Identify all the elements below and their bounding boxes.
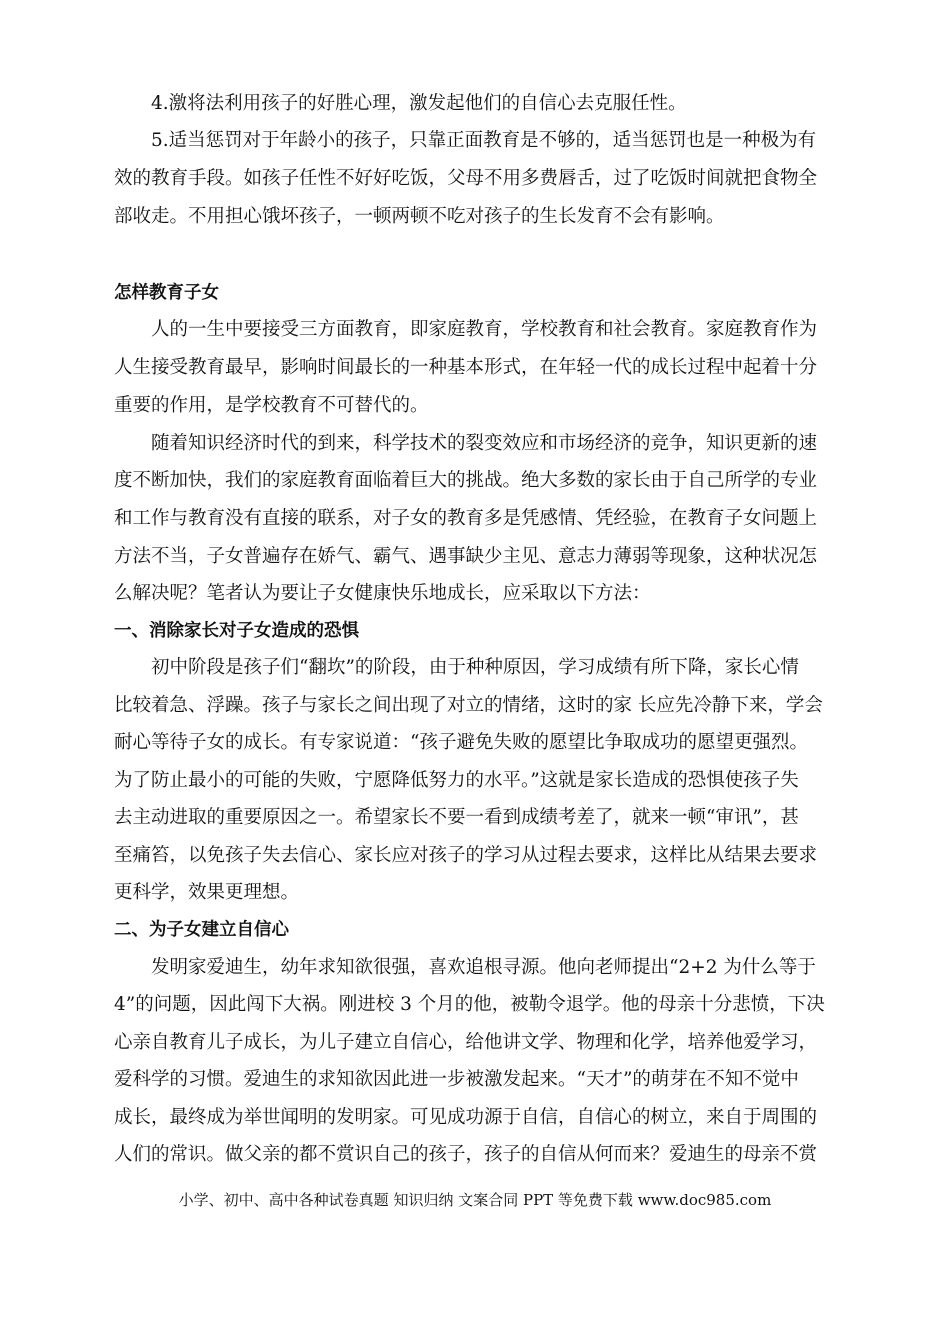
paragraph-line: 人的一生中要接受三方面教育，即家庭教育，学校教育和社会教育。家庭教育作为	[151, 319, 818, 340]
paragraph-line: 人生接受教育最早，影响时间最长的一种基本形式，在年轻一代的成长过程中起着十分	[114, 357, 818, 378]
paragraph-line: 为了防止最小的可能的失败，宁愿降低努力的水平。”这就是家长造成的恐惧使孩子失	[114, 770, 799, 791]
paragraph-line: 4.激将法利用孩子的好胜心理，激发起他们的自信心去克服任性。	[151, 93, 687, 114]
subsection-heading: 一、消除家长对子女造成的恐惧	[114, 621, 359, 641]
paragraph-line: 方法不当，子女普遍存在娇气、霸气、遇事缺少主见、意志力薄弱等现象，这种状况怎	[114, 546, 818, 567]
paragraph-line: 心亲自教育儿子成长，为儿子建立自信心，给他讲文学、物理和化学，培养他爱学习，	[114, 1032, 818, 1053]
paragraph-line: 耐心等待子女的成长。有专家说道：“孩子避免失败的愿望比争取成功的愿望更强烈。	[114, 732, 808, 753]
section-title: 怎样教育子女	[114, 283, 219, 303]
paragraph-line: 效的教育手段。如孩子任性不好好吃饭，父母不用多费唇舌，过了吃饭时间就把食物全	[114, 168, 818, 189]
paragraph-line: 4”的问题，因此闯下大祸。刚进校 3 个月的他，被勒令退学。他的母亲十分悲愤，下决	[114, 994, 825, 1015]
paragraph-line: 去主动进取的重要原因之一。希望家长不要一看到成绩考差了，就来一顿“审讯”，甚	[114, 807, 799, 828]
paragraph-line: 随着知识经济时代的到来，科学技术的裂变效应和市场经济的竞争，知识更新的速	[151, 433, 818, 454]
paragraph-line: 至痛笞，以免孩子失去信心、家长应对孩子的学习从过程去要求，这样比从结果去要求	[114, 845, 818, 866]
paragraph-line: 度不断加快，我们的家庭教育面临着巨大的挑战。绝大多数的家长由于自己所学的专业	[114, 470, 818, 491]
paragraph-line: 发明家爱迪生，幼年求知欲很强，喜欢追根寻源。他向老师提出“2+2 为什么等于	[151, 957, 816, 978]
paragraph-line: 更科学，效果更理想。	[114, 882, 300, 903]
paragraph-line: 重要的作用，是学校教育不可替代的。	[114, 395, 429, 416]
paragraph-line: 人们的常识。做父亲的都不赏识自己的孩子，孩子的自信从何而来？爱迪生的母亲不赏	[114, 1144, 818, 1165]
paragraph-line: 爱科学的习惯。爱迪生的求知欲因此进一步被激发起来。“天才”的萌芽在不知不觉中	[114, 1069, 799, 1090]
paragraph-line: 成长，最终成为举世闻明的发明家。可见成功源于自信，自信心的树立，来自于周围的	[114, 1107, 818, 1128]
paragraph-line: 么解决呢？笔者认为要让子女健康快乐地成长，应采取以下方法：	[114, 583, 651, 604]
page-footer: 小学、初中、高中各种试卷真题 知识归纳 文案合同 PPT 等免费下载 www.doc985.com	[178, 1191, 772, 1209]
paragraph-line: 初中阶段是孩子们“翻坎”的阶段，由于种种原因，学习成绩有所下降，家长心情	[151, 657, 799, 678]
paragraph-line: 5.适当惩罚对于年龄小的孩子，只靠正面教育是不够的，适当惩罚也是一种极为有	[151, 130, 817, 151]
subsection-heading: 二、为子女建立自信心	[114, 920, 289, 940]
paragraph-line: 比较着急、浮躁。孩子与家长之间出现了对立的情绪，这时的家 长应先冷静下来，学会	[114, 695, 823, 716]
paragraph-line: 部收走。不用担心饿坏孩子，一顿两顿不吃对孩子的生长发育不会有影响。	[114, 206, 725, 227]
paragraph-line: 和工作与教育没有直接的联系，对子女的教育多是凭感情、凭经验，在教育子女问题上	[114, 508, 818, 529]
